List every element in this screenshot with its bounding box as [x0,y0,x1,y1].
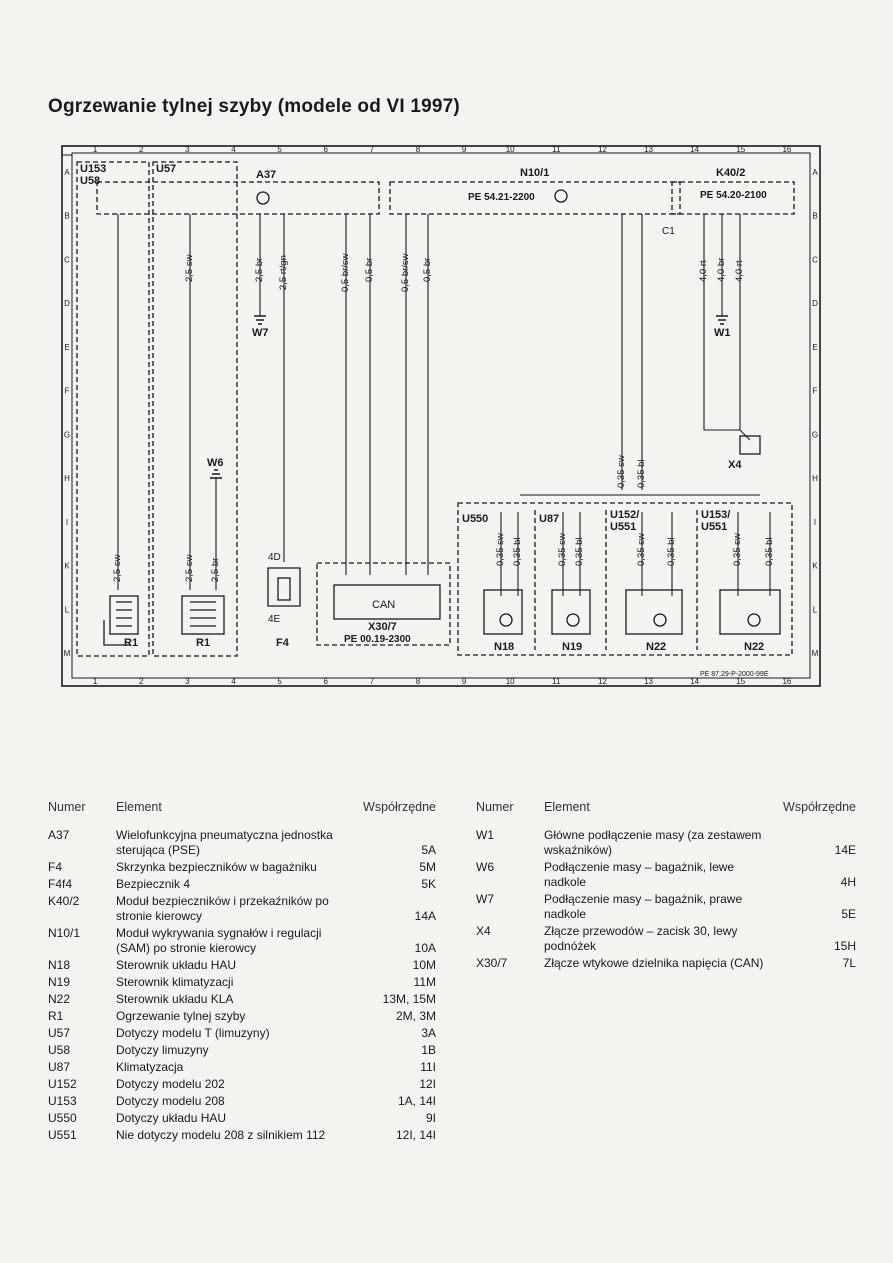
legend-row [48,1026,436,1041]
grid-number: 14 [690,145,700,154]
w7-ground-icon [254,316,266,324]
label-n10-1-ref: PE 54.21-2200 [468,192,535,203]
legend-element: Moduł bezpieczników i przekaźników po stronie kierowcy [116,894,329,923]
legend-number: U551 [48,1128,77,1142]
legend-element: Sterownik klimatyzacji [116,975,234,989]
legend-row [48,1009,436,1024]
label-can: CAN [372,599,396,611]
label-f4: F4 [276,637,289,649]
label-x30-7-ref: PE 00.19-2300 [344,634,411,645]
legend-coords: 2M, 3M [395,1009,436,1023]
grid-number: 4 [231,677,236,686]
n10-1-bar [97,182,379,214]
grid-number: 16 [782,145,792,154]
grid-number: 2 [138,145,144,154]
label-a37: A37 [256,169,277,181]
wire-label-m2a: 0,35 sw [557,533,568,566]
legend-coords: 15H [833,939,856,953]
label-u152: U152/ [610,509,640,521]
legend-coords: 1B [421,1043,436,1057]
grid-letter: C [64,255,70,265]
grid-number: 9 [461,677,467,686]
legend-coords: 1A, 14I [397,1094,436,1108]
wire-label-r1c: 2,5 br [210,557,221,582]
n22a-icon [626,590,682,634]
a37-icon [257,192,269,204]
grid-number: 2 [138,677,144,686]
grid-number: 16 [782,677,792,686]
grid-number: 6 [323,677,328,686]
legend-number: K40/2 [48,894,80,908]
grid-number: 7 [369,677,375,686]
grid-letter: F [812,386,818,396]
legend-element: Dotyczy modelu 202 [116,1077,225,1091]
legend-coords: 14A [414,909,436,923]
grid-letter: C [812,255,818,265]
grid-number: 6 [323,145,328,154]
label-u551a: U551 [610,521,637,533]
legend-coords: 5M [419,860,436,874]
legend-row [476,892,856,922]
legend-coords: 10M [412,958,436,972]
legend-number: U57 [48,1026,71,1040]
grid-letter: F [64,386,70,396]
legend-number: U550 [48,1111,77,1125]
wire-label-2: 2,5 br [254,257,265,282]
wire-label-r1b: 2,5 sw [184,554,195,582]
legend-row [476,924,856,954]
legend-left-header [48,800,436,828]
wire-label-r1a: 2,5 sw [112,554,123,582]
wire-label-m4a: 0,35 sw [732,533,743,566]
legend-row [476,956,856,971]
legend-number: U58 [48,1043,71,1057]
legend-number: N18 [48,958,71,972]
legend-row [48,860,436,875]
grid-letter: M [63,649,71,659]
legend-row [48,877,436,892]
legend-number: X30/7 [476,956,508,970]
wire-label-10: 4,0 rt [734,260,745,282]
grid-left-letters [64,168,71,658]
label-u58: U58 [80,175,101,187]
grid-letter: E [64,342,70,352]
header-element: Element [116,800,162,814]
grid-number: 4 [231,145,236,154]
legend-coords: 4H [840,875,856,889]
legend-number: N19 [48,975,71,989]
legend-number: X4 [476,924,491,938]
grid-number: 8 [415,145,421,154]
label-u551b: U551 [701,521,728,533]
grid-number: 11 [552,677,561,686]
grid-number: 1 [92,677,98,686]
grid-letter: D [64,299,70,309]
label-n18: N18 [494,641,515,653]
grid-letter: L [812,605,818,615]
legend-row [48,828,436,858]
legend-number: W7 [476,892,494,906]
legend-number: U153 [48,1094,77,1108]
grid-number: 9 [461,145,467,154]
label-r1-right: R1 [196,637,211,649]
legend-element: Dotyczy modelu 208 [116,1094,225,1108]
grid-letter: M [811,649,819,659]
label-n22a: N22 [646,641,667,653]
diagram-frame [62,146,820,686]
header-number: Numer [48,800,86,814]
grid-letter: A [64,167,70,177]
wire-label-8: 4,0 rt [698,260,709,282]
legend-element: Podłączenie masy – bagażnik, prawe nadkole [544,892,743,921]
legend-number: U87 [48,1060,71,1074]
legend-row [48,1077,436,1092]
label-x30-7: X30/7 [368,621,397,633]
legend-left-rows [48,828,436,1143]
wire-label-m1b: 0,35 bl [512,537,523,566]
u57-box [153,162,237,656]
grid-number: 15 [736,145,746,154]
r1-right-heater-icon [182,596,224,634]
label-w7: W7 [252,327,269,339]
grid-letter: H [64,474,70,484]
label-x4: X4 [728,459,742,471]
label-n19: N19 [562,641,583,653]
legend-row [476,860,856,890]
label-c1: C1 [662,226,675,237]
header-coords: Współrzędne [363,800,436,814]
wire-label-3: 2,5 rt/gn [278,255,289,290]
grid-letter: A [812,167,818,177]
legend-right-rows [476,828,856,971]
legend-coords: 5K [421,877,436,891]
legend-element: Sterownik układu KLA [116,992,234,1006]
legend-coords: 7L [842,956,856,970]
diagram-labels [80,163,769,678]
legend-coords: 12I, 14I [395,1128,436,1142]
legend-row [48,926,436,956]
wire-label-m2b: 0,35 bl [574,537,585,566]
label-n22b: N22 [744,641,765,653]
x4-connector-icon [740,436,760,454]
grid-letter: L [64,605,70,615]
label-r1-left: R1 [124,637,139,649]
grid-number: 10 [505,145,515,154]
legend-coords: 14E [834,843,856,857]
legend-number: R1 [48,1009,64,1023]
n10-1-bar-right [390,182,680,214]
page-title: Ogrzewanie tylnej szyby (modele od VI 1997) [48,96,460,117]
grid-number: 3 [185,145,190,154]
label-w1: W1 [714,327,731,339]
legend-row [48,958,436,973]
legend-element: Dotyczy limuzyny [116,1043,209,1057]
legend-coords: 5E [841,907,856,921]
legend-row [48,1128,436,1143]
wire-label-7: 0,5 br [422,257,433,282]
ground-symbols [210,316,728,478]
legend-number: N22 [48,992,71,1006]
legend-element: Złącze przewodów – zacisk 30, lewy podnóżek [544,924,738,953]
grid-number: 15 [736,677,746,686]
legend-number: A37 [48,828,70,842]
wire-label-5: 0,5 br [364,257,375,282]
legend-number: W6 [476,860,494,874]
grid-letter: I [813,517,817,527]
legend-right [476,800,856,973]
legend-row [48,975,436,990]
wire-label-m3b: 0,35 bl [666,537,677,566]
legend-number: F4 [48,860,63,874]
label-u153: U153 [80,163,107,175]
w6-ground-icon [210,470,222,478]
header-coords: Współrzędne [783,800,856,814]
grid-letter: E [812,342,818,352]
wire-label-m3a: 0,35 sw [636,533,647,566]
wire-label-6: 0,5 br/sw [400,253,411,292]
grid-number: 13 [644,677,654,686]
legend-coords: 11I [420,1060,436,1074]
label-w6: W6 [207,457,224,469]
legend-element: Skrzynka bezpieczników w bagażniku [116,860,317,874]
legend-left [48,800,436,1145]
legend-row [48,894,436,924]
w1-ground-icon [716,316,728,324]
label-u153b: U153/ [701,509,731,521]
legend-coords: 3A [421,1026,436,1040]
legend-element: Ogrzewanie tylnej szyby [116,1009,246,1023]
grid-letter: H [812,474,818,484]
grid-number: 1 [92,145,98,154]
legend-right-header [476,800,856,828]
components [104,190,780,645]
legend-coords: 9I [425,1111,436,1125]
legend-element: Bezpiecznik 4 [116,877,191,891]
grid-letter: B [812,211,818,221]
wire-label-1: 2,5 sw [184,254,195,282]
legend-coords: 13M, 15M [382,992,436,1006]
legend-row [48,992,436,1007]
wire-label-12: 0,35 bl [636,459,647,488]
grid-number: 10 [505,677,515,686]
legend-element: Podłączenie masy – bagażnik, lewe nadkole [544,860,735,889]
legend-element: Złącze wtykowe dzielnika napięcia (CAN) [544,956,764,970]
grid-number: 5 [277,677,282,686]
n10-1-icon [555,190,567,202]
wire-label-11: 0,35 sw [616,455,627,488]
grid-number: 13 [644,145,654,154]
legend-number: W1 [476,828,494,842]
legend-element: Dotyczy układu HAU [116,1111,227,1125]
legend-element: Nie dotyczy modelu 208 z silnikiem 112 [116,1128,326,1142]
label-f4-4d: 4D [268,552,281,563]
label-u57: U57 [156,163,177,175]
grid-number: 8 [415,677,421,686]
wire-label-9: 4,0 br [716,257,727,282]
legend-coords: 12I [419,1077,436,1091]
label-u550: U550 [462,513,489,525]
n18-icon [484,590,522,634]
legend-coords: 5A [421,843,436,857]
legend-coords: 10A [414,941,436,955]
wire-label-4: 0,5 br/sw [340,253,351,292]
label-f4-4e: 4E [268,614,281,625]
legend-element: Sterownik układu HAU [116,958,237,972]
legend-number: U152 [48,1077,77,1091]
label-reference: PE 87.29-P-2000-99E [700,671,769,678]
n19-icon [552,590,590,634]
grid-number: 7 [369,145,375,154]
legend-row [48,1060,436,1075]
grid-number: 12 [597,145,607,154]
grid-letter: I [65,517,69,527]
grid-letter: G [811,430,819,440]
legend-number: F4f4 [48,877,73,891]
grid-number: 5 [277,145,282,154]
legend-element: Moduł wykrywania sygnałów i regulacji (SAM) po stronie kierowcy [116,926,322,955]
f4-fuse-icon [268,568,300,606]
grid-number: 3 [185,677,190,686]
grid-letter: K [812,561,818,571]
wire-labels [112,253,775,582]
legend-element: Dotyczy modelu T (limuzyny) [116,1026,270,1040]
legend-row [476,828,856,858]
legend-row [48,1111,436,1126]
label-n10-1: N10/1 [520,167,550,179]
label-u87: U87 [539,513,560,525]
grid-number: 14 [690,677,700,686]
grid-number: 11 [552,145,561,154]
grid-letter: B [64,211,70,221]
wire-label-m4b: 0,35 bl [764,537,775,566]
grid-right-letters [812,168,819,658]
legend-element: Wielofunkcyjna pneumatyczna jednostka sterująca (PSE) [116,828,333,857]
label-k40-2: K40/2 [716,167,746,179]
n22b-icon [720,590,780,634]
legend-number: N10/1 [48,926,81,940]
label-k40-2-ref: PE 54.20-2100 [700,190,767,201]
header-number: Numer [476,800,514,814]
legend-coords: 11M [413,975,436,989]
wire-label-m1a: 0,35 sw [495,533,506,566]
legend-row [48,1094,436,1109]
grid-letter: G [63,430,71,440]
legend-element: Główne podłączenie masy (za zestawem wskaźników) [544,828,762,857]
legend-row [48,1043,436,1058]
grid-number: 12 [597,677,607,686]
legend-element: Klimatyzacja [116,1060,184,1074]
grid-letter: D [812,299,818,309]
header-element: Element [544,800,590,814]
grid-letter: K [64,561,70,571]
